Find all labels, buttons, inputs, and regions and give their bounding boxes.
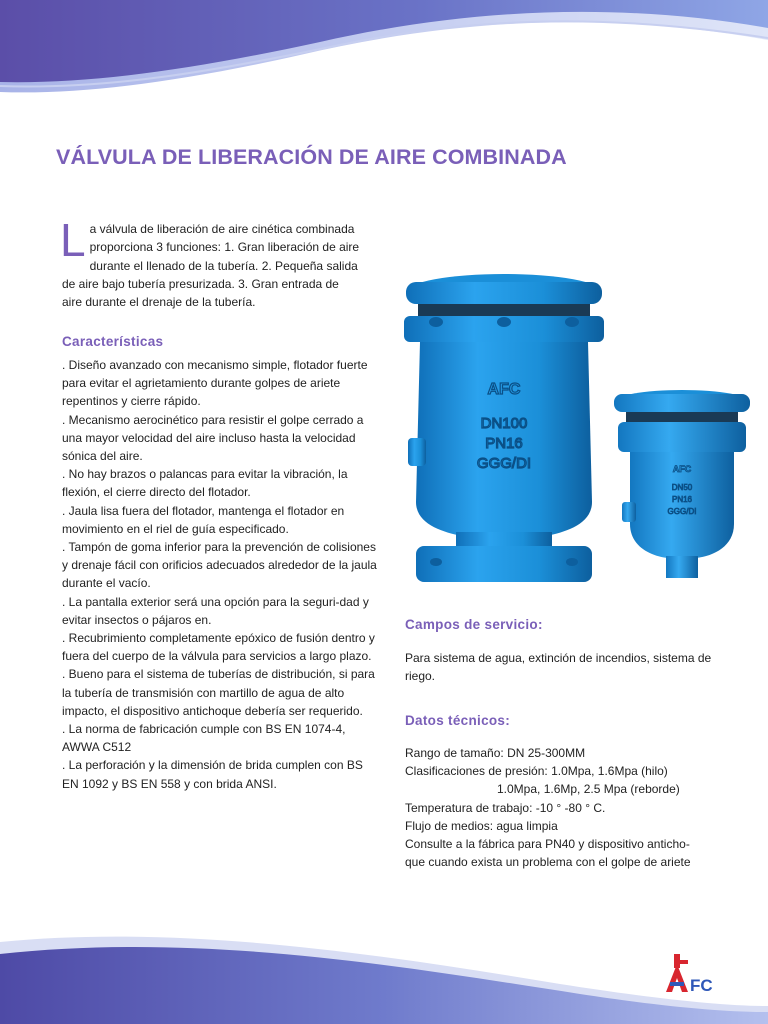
features-list <box>62 356 380 793</box>
large-valve-pressure: PN16 <box>485 435 523 452</box>
datos-line: Clasificaciones de presión: 1.0Mpa, 1.6Mpa (hilo) <box>405 764 668 779</box>
datos-line: Flujo de medios: agua limpia <box>405 818 558 833</box>
small-valve <box>614 390 750 578</box>
product-photo <box>396 262 768 592</box>
feature-item: . La norma de fabricación cumple con BS EN 1074-4, AWWA C512 <box>62 722 346 755</box>
feature-item: . No hay brazos o palancas para evitar la vibración, la flexión, el cierre directo del flotador. <box>62 467 348 500</box>
small-valve-material: GGG/DI <box>667 507 697 516</box>
large-valve <box>404 274 604 582</box>
datos-line: Consulte a la fábrica para PN40 y dispositivo anticho- <box>405 837 690 852</box>
campos-heading: Campos de servicio: <box>405 617 543 632</box>
datos-line: que cuando exista un problema con el golpe de ariete <box>405 855 691 870</box>
caracteristicas-heading: Características <box>62 334 164 349</box>
datos-line: Temperatura de trabajo: -10 ° -80 ° C. <box>405 800 606 815</box>
datos-line: 1.0Mpa, 1.6Mp, 2.5 Mpa (reborde) <box>497 782 680 797</box>
intro-paragraph <box>60 214 362 311</box>
feature-item: . La pantalla exterior será una opción para la seguri-dad y evitar insectos o pájaros en. <box>62 594 369 627</box>
large-valve-brand: AFC <box>487 381 521 398</box>
logo-text: FC <box>690 976 713 995</box>
datos-heading: Datos técnicos: <box>405 713 511 728</box>
campos-text: Para sistema de agua, extinción de incendios, sistema de riego. <box>405 651 712 684</box>
small-valve-size: DN50 <box>671 483 693 492</box>
feature-item: . La perforación y la dimensión de brida cumplen con BS EN 1092 y BS EN 558 y con brida ANSI. <box>62 758 363 791</box>
footer-wave <box>0 914 768 1024</box>
feature-item: . Recubrimiento completamente epóxico de fusión dentro y fuera del cuerpo de la válvula para servicios a largo plazo. <box>62 631 375 664</box>
datos-line: Rango de tamaño: DN 25-300MM <box>405 746 586 760</box>
feature-item: . Mecanismo aerocinético para resistir el golpe cerrado a una mayor velocidad del aire incluso hasta la velocidad sónica del aire. <box>62 412 364 464</box>
datos-list <box>405 744 725 871</box>
feature-item: . Tampón de goma inferior para la prevención de colisiones y drenaje fácil con orificios adecuados alrededor de la jaula durante el vacío. <box>62 540 377 591</box>
large-valve-material: GGG/DI <box>476 455 532 472</box>
header-wave <box>0 0 768 110</box>
feature-item: . Diseño avanzado con mecanismo simple, flotador fuerte para evitar el agrietamiento durante golpes de ariete repentinos y cierre rápido. <box>62 358 368 409</box>
page-title: VÁLVULA DE LIBERACIÓN DE AIRE COMBINADA <box>56 145 567 169</box>
small-valve-brand: AFC <box>672 464 692 474</box>
drop-cap: L <box>60 214 86 266</box>
large-valve-size: DN100 <box>480 415 528 432</box>
intro-text: a válvula de liberación de aire cinética combinada proporciona 3 funciones: 1. Gran liberación de aire durante el llenado de la tubería. 2. Pequeña salida de aire bajo tubería presurizada. 3. Gran entrada de aire durante el drenaje de la tubería. <box>62 222 360 310</box>
feature-item: . Bueno para el sistema de tuberías de distribución, si para la tubería de transmisión con martillo de agua de alto impacto, el dispositivo antichoque debería ser requerido. <box>62 667 375 718</box>
afc-logo <box>660 950 726 995</box>
feature-item: . Jaula lisa fuera del flotador, mantenga el flotador en movimiento en el riel de guía especificado. <box>62 503 345 536</box>
small-valve-pressure: PN16 <box>671 495 693 504</box>
